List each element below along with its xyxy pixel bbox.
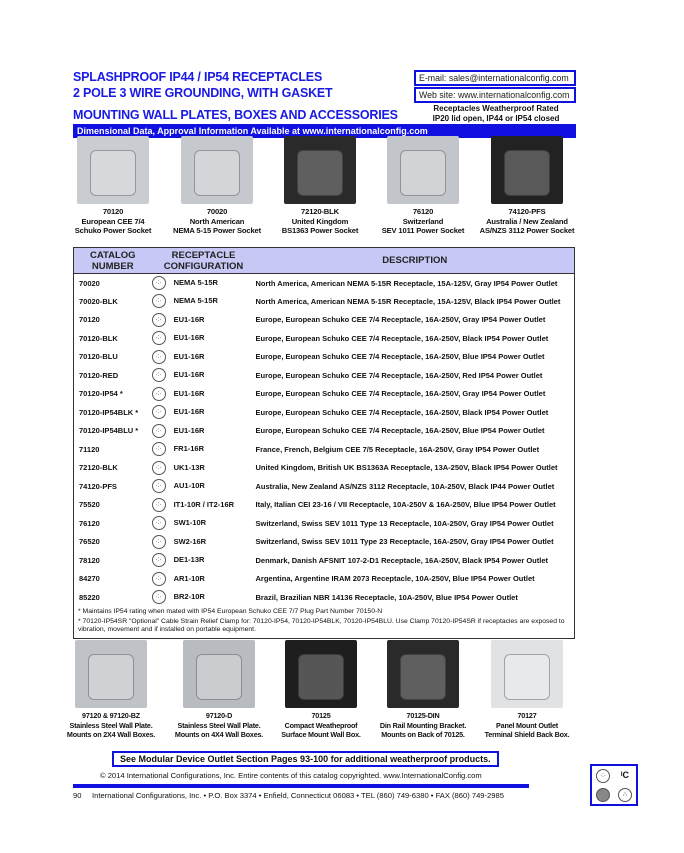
description: Italy, Italian CEI 23-16 / VII Receptacle, 10A-250V & 16A-250V, Blue IP54 Power Outlet (255, 500, 556, 510)
config: EU1-16R (173, 333, 205, 343)
description: North America, American NEMA 5-15R Receptacle, 15A-125V, Black IP54 Power Outlet (255, 296, 561, 306)
config: NEMA 5-15R (173, 277, 218, 287)
catalog-number: 70020 (79, 278, 100, 288)
description: Europe, European Schuko CEE 7/4 Receptacle, 16A-250V, Gray IP54 Power Outlet (255, 315, 546, 325)
company-address: International Configurations, Inc. • P.O. Box 3374 • Enfield, Connecticut 06083 • TEL (860) 749-6380 • FAX (860) 749-2985 (92, 791, 504, 800)
accessory-photo (387, 640, 459, 708)
catalog-table (73, 247, 575, 639)
description: Europe, European Schuko CEE 7/4 Receptacle, 16A-250V, Black IP54 Power Outlet (255, 407, 549, 417)
title-line-1: SPLASHPROOF IP44 / IP54 RECEPTACLES (73, 70, 323, 84)
footer-rule (73, 784, 529, 788)
config: EU1-16R (173, 388, 205, 398)
product-line-1: United Kingdom (291, 216, 349, 226)
accessory-photo (183, 640, 255, 708)
receptacle-icon: ·:· (152, 553, 166, 567)
description: France, French, Belgium CEE 7/5 Receptacle, 16A-250V, Gray IP54 Power Outlet (255, 444, 540, 454)
accessory-number: 70125 (311, 711, 331, 720)
config: SW1-10R (173, 518, 207, 528)
description: Europe, European Schuko CEE 7/4 Receptacle, 16A-250V, Blue IP54 Power Outlet (255, 352, 545, 362)
product-number: 76120 (412, 207, 434, 216)
description: Australia, New Zealand AS/NZS 3112 Receptacle, 10A-250V, Black IP44 Power Outlet (255, 481, 555, 491)
website-link[interactable]: Web site: www.internationalconfig.com (414, 87, 576, 103)
product-number: 70120 (102, 207, 124, 216)
accessory-number: 70127 (517, 711, 537, 720)
config: NEMA 5-15R (173, 296, 218, 306)
accessory-line-2: Mounts on 4X4 Wall Boxes. (174, 730, 264, 739)
catalog-number: 70120-RED (79, 370, 119, 380)
config: SW2-16R (173, 536, 207, 546)
product-card (475, 136, 579, 236)
description: Switzerland, Swiss SEV 1011 Type 13 Receptacle, 10A-250V, Gray IP54 Power Outlet (255, 518, 554, 528)
catalog-number: 70120-IP54BLK * (79, 407, 139, 417)
accessory-card (269, 640, 373, 740)
product-line-2: SEV 1011 Power Socket (381, 226, 465, 235)
receptacle-icon: ·:· (152, 572, 166, 586)
config: EU1-16R (173, 407, 205, 417)
accessory-photo (285, 640, 357, 708)
product-card (268, 136, 372, 236)
product-line-1: European CEE 7/4 (81, 216, 145, 226)
product-line-1: Australia / New Zealand (486, 216, 568, 226)
product-card (61, 136, 165, 236)
receptacle-icon: ·:· (152, 368, 166, 382)
accessory-photo (491, 640, 563, 708)
note-1: * Maintains IP54 rating when mated with IP54 European Schuko CEE 7/7 Plug Part Number 70150-N (78, 607, 383, 615)
page-number: 90 (73, 791, 82, 800)
table-row (74, 348, 575, 367)
config: EU1-16R (173, 425, 205, 435)
receptacle-icon: ·:· (152, 479, 166, 493)
col-config: RECEPTACLE CONFIGURATION (152, 248, 256, 274)
table-row (74, 385, 575, 404)
product-number: 74120-PFS (508, 207, 546, 216)
receptacle-icon: ·:· (152, 590, 166, 604)
description: Switzerland, Swiss SEV 1011 Type 23 Receptacle, 16A-250V, Gray IP54 Power Outlet (255, 537, 554, 547)
accessory-line-2: Mounts on 2X4 Wall Boxes. (66, 730, 156, 739)
receptacle-icon: ·:· (152, 535, 166, 549)
catalog-number: 78120 (79, 555, 100, 565)
table-row (74, 477, 575, 496)
col-description: DESCRIPTION (256, 248, 575, 274)
table-row (74, 366, 575, 385)
accessory-line-2: Terminal Shield Back Box. (484, 730, 570, 739)
description: Brazil, Brazilian NBR 14136 Receptacle, 10A-250V, Blue IP54 Power Outlet (255, 592, 518, 602)
accessory-card (371, 640, 475, 740)
catalog-number: 75520 (79, 500, 100, 510)
description: United Kingdom, British UK BS1363A Receptacle, 13A-250V, Black IP54 Power Outlet (255, 463, 558, 473)
catalog-number: 84270 (79, 574, 100, 584)
receptacle-icon: ·:· (152, 313, 166, 327)
table-row (74, 551, 575, 570)
table-row (74, 292, 575, 311)
table-row (74, 274, 575, 293)
accessory-line-1: Din Rail Mounting Bracket. (379, 720, 467, 730)
config: EU1-16R (173, 351, 205, 361)
description: Europe, European Schuko CEE 7/4 Receptacle, 16A-250V, Gray IP54 Power Outlet (255, 389, 546, 399)
receptacle-icon: ·:· (152, 405, 166, 419)
table-row (74, 440, 575, 459)
description: Europe, European Schuko CEE 7/4 Receptacle, 16A-250V, Red IP54 Power Outlet (255, 370, 543, 380)
receptacle-icon: ·:· (152, 424, 166, 438)
product-card (371, 136, 475, 236)
product-photo (491, 136, 563, 204)
product-line-2: Schuko Power Socket (74, 226, 152, 235)
accessory-line-1: Panel Mount Outlet (496, 720, 558, 730)
config: DE1-13R (173, 555, 205, 565)
info-bar: Dimensional Data, Approval Information Available at www.internationalconfig.com (73, 124, 576, 138)
product-number: 72120-BLK (301, 207, 339, 216)
accessory-line-2: Mounts on Back of 70125. (381, 730, 465, 739)
receptacle-icon: ·:· (152, 442, 166, 456)
config: BR2-10R (173, 592, 205, 602)
description: Europe, European Schuko CEE 7/4 Receptacle, 16A-250V, Black IP54 Power Outlet (255, 333, 549, 343)
catalog-number: 70120-IP54BLU * (79, 426, 139, 436)
rating-line-1: Receptacles Weatherproof Rated (433, 104, 559, 113)
copyright: © 2014 International Configurations, Inc. Entire contents of this catalog copyrighted. www.InternationalConfig.com (100, 771, 482, 780)
config: AU1-10R (173, 481, 205, 491)
config: UK1-13R (173, 462, 205, 472)
title-line-3: MOUNTING WALL PLATES, BOXES AND ACCESSORIES (73, 108, 398, 122)
product-line-2: NEMA 5-15 Power Socket (173, 226, 261, 235)
catalog-number: 70120 (79, 315, 100, 325)
table-row (74, 496, 575, 515)
description: Argentina, Argentine IRAM 2073 Receptacle, 10A-250V, Blue IP54 Power Outlet (255, 574, 535, 584)
accessory-card (475, 640, 579, 740)
accessory-photo (75, 640, 147, 708)
catalog-number: 70120-BLU (79, 352, 118, 362)
description: Europe, European Schuko CEE 7/4 Receptacle, 16A-250V, Blue IP54 Power Outlet (255, 426, 545, 436)
accessory-card (59, 640, 163, 740)
product-line-1: North American (189, 216, 245, 226)
catalog-number: 70120-IP54 * (79, 389, 123, 399)
col-catalog: CATALOG NUMBER (74, 248, 152, 274)
product-line-2: BS1363 Power Socket (281, 226, 359, 235)
accessory-line-1: Compact Weatheproof (284, 720, 358, 730)
catalog-number: 76520 (79, 537, 100, 547)
product-photo (181, 136, 253, 204)
email-link[interactable]: E-mail: sales@internationalconfig.com (414, 70, 576, 86)
receptacle-icon: ·:· (152, 387, 166, 401)
catalog-number: 71120 (79, 444, 100, 454)
ic-logo: ·:· ᴵC ∴ (590, 764, 638, 806)
receptacle-icon: ·:· (152, 516, 166, 530)
product-photo (284, 136, 356, 204)
description: Denmark, Danish AFSNIT 107-2-D1 Receptacle, 16A-250V, Black IP54 Power Outlet (255, 555, 548, 565)
accessory-number: 97120 & 97120-BZ (82, 711, 140, 720)
product-photo (387, 136, 459, 204)
receptacle-icon: ·:· (152, 294, 166, 308)
accessory-card (167, 640, 271, 740)
description: North America, American NEMA 5-15R Receptacle, 15A-125V, Gray IP54 Power Outlet (255, 278, 558, 288)
note-2: * 70120-IP54SR "Optional" Cable Strain Relief Clamp for: 70120-IP54, 70120-IP54BLK, 70120-IP54BLU. Use Clamp 70120-IP54SR if receptacles are exposed to vibration, movement and if installed on portable equipment. (78, 617, 565, 633)
catalog-number: 74120-PFS (79, 481, 117, 491)
product-card (165, 136, 269, 236)
config: EU1-16R (173, 314, 205, 324)
receptacle-icon: ·:· (152, 276, 166, 290)
product-photo (77, 136, 149, 204)
catalog-number: 70120-BLK (79, 333, 118, 343)
product-number: 70020 (206, 207, 228, 216)
table-row (74, 403, 575, 422)
accessory-line-1: Stainless Steel Wall Plate. (69, 720, 153, 730)
table-row (74, 588, 575, 607)
config: AR1-10R (173, 573, 205, 583)
table-row (74, 514, 575, 533)
config: EU1-16R (173, 370, 205, 380)
table-row (74, 329, 575, 348)
product-line-1: Switzerland (402, 216, 444, 226)
table-row (74, 311, 575, 330)
accessory-number: 70125-DIN (406, 711, 440, 720)
config: FR1-16R (173, 444, 205, 454)
see-modular-banner[interactable]: See Modular Device Outlet Section Pages 93-100 for additional weatherproof products. (112, 751, 499, 767)
product-line-2: AS/NZS 3112 Power Socket (479, 226, 575, 235)
table-row (74, 533, 575, 552)
receptacle-icon: ·:· (152, 350, 166, 364)
receptacle-icon: ·:· (152, 461, 166, 475)
receptacle-icon: ·:· (152, 498, 166, 512)
accessory-line-1: Stainless Steel Wall Plate. (177, 720, 261, 730)
receptacle-icon: ·:· (152, 331, 166, 345)
catalog-number: 76120 (79, 518, 100, 528)
catalog-number: 72120-BLK (79, 463, 118, 473)
title-line-2: 2 POLE 3 WIRE GROUNDING, WITH GASKET (73, 86, 333, 100)
table-row (74, 422, 575, 441)
accessory-number: 97120-D (205, 711, 233, 720)
catalog-number: 85220 (79, 592, 100, 602)
table-row (74, 459, 575, 478)
accessory-line-2: Surface Mount Wall Box. (281, 730, 361, 739)
table-row (74, 570, 575, 589)
rating-line-2: IP20 lid open, IP44 or IP54 closed (432, 114, 560, 123)
config: IT1-10R / IT2-16R (173, 499, 235, 509)
catalog-number: 70020-BLK (79, 296, 118, 306)
